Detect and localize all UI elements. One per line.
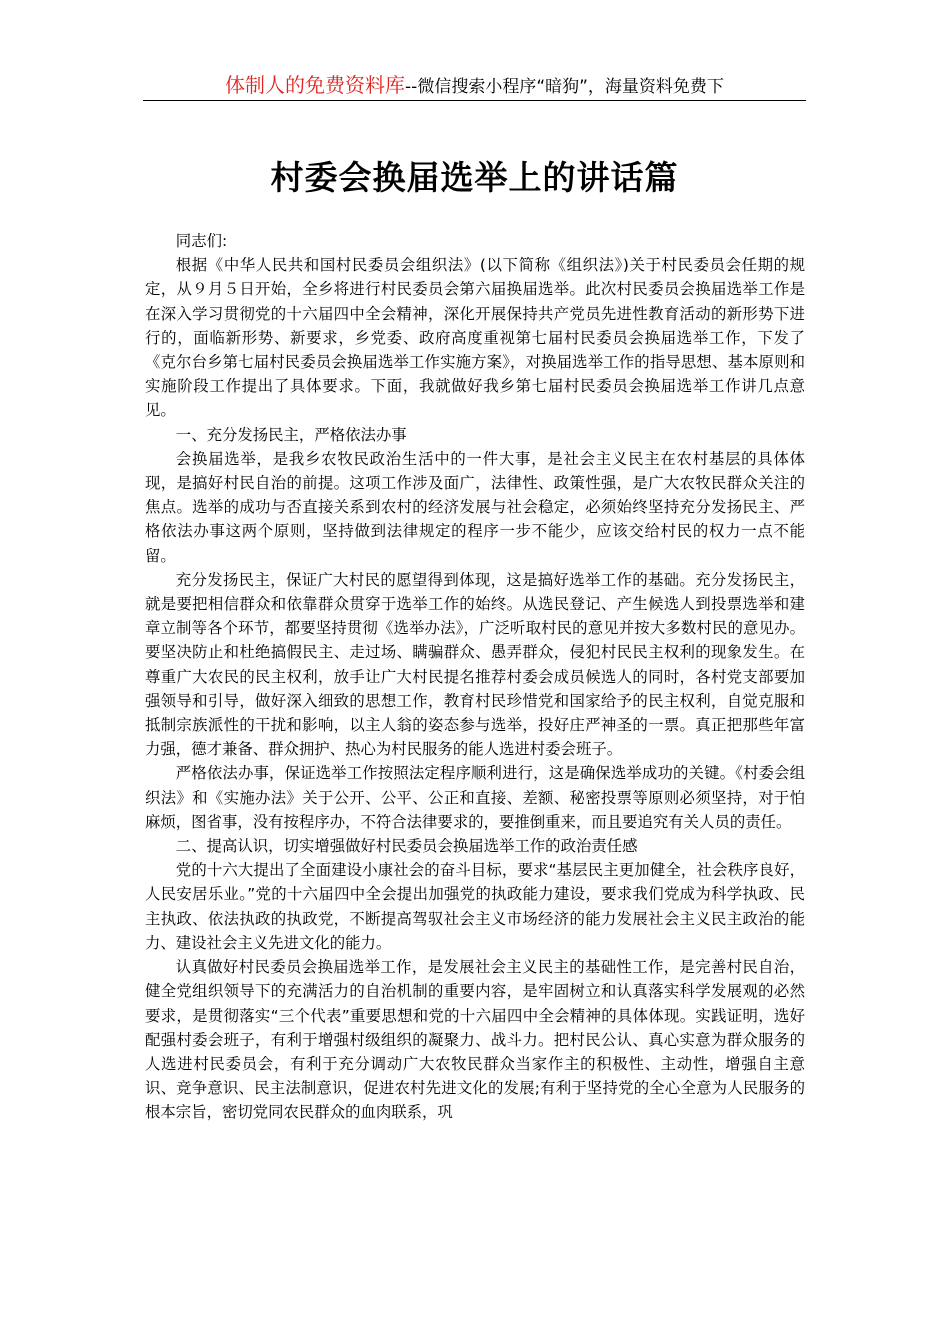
document-title: 村委会换届选举上的讲话篇 [270, 158, 679, 197]
document-body [145, 229, 805, 1125]
paragraph: 认真做好村民委员会换届选举工作，是发展社会主义民主的基础性工作，是完善村民自治，健全党组织领导下的充满活力的自治机制的重要内容，是牢固树立和认真落实科学发展观的必然要求，是贯彻落实“三个代表”重要思想和党的十六届四中全会精神的具体体现。实践证明，选好配强村委会班子，有利于增强村级组织的凝聚力、战斗力。把村民公认、真心实意为群众服务的人选进村民委员会，有利于充分调动广大农牧民群众当家作主的积极性、主动性，增强自主意识、竞争意识、民主法制意识，促进农村先进文化的发展;有利于坚持党的全心全意为人民服务的根本宗旨，密切党同农民群众的血肉联系，巩 [145, 958, 805, 1122]
paragraph: 充分发扬民主，保证广大村民的愿望得到体现，这是搞好选举工作的基础。充分发扬民主，就是要把相信群众和依靠群众贯穿于选举工作的始终。从选民登记、产生候选人到投票选举和建章立制等各个环节，都要坚持贯彻《选举办法》，广泛听取村民的意见并按大多数村民的意见办。要坚决防止和杜绝搞假民主、走过场、瞒骗群众、愚弄群众，侵犯村民民主权利的现象发生。在尊重广大农民的民主权利，放手让广大村民提名推荐村委会成员候选人的同时，各村党支部要加强领导和引导，做好深入细致的思想工作，教育村民珍惜党和国家给予的民主权利，自觉克服和抵制宗族派性的干扰和影响，以主人翁的姿态参与选举，投好庄严神圣的一票。真正把那些年富力强，德才兼备、群众拥护、热心为村民服务的能人选进村委会班子。 [145, 570, 805, 759]
paragraph: 党的十六大提出了全面建设小康社会的奋斗目标，要求“基层民主更加健全，社会秩序良好，人民安居乐业。”党的十六届四中全会提出加强党的执政能力建设，要求我们党成为科学执政、民主执政、依法执政的执政党，不断提高驾驭社会主义市场经济的能力发展社会主义民主政治的能力、建设社会主义先进文化的能力。 [145, 861, 805, 952]
header-brand: 体制人的免费资料库 [225, 73, 406, 97]
section-heading: 二、提高认识，切实增强做好村民委员会换届选举工作的政治责任感 [175, 837, 638, 856]
page-header [143, 70, 806, 101]
header-tagline: --微信搜索小程序“暗狗”，海量资料免费下 [405, 77, 724, 97]
paragraph: 会换届选举，是我乡农牧民政治生活中的一件大事，是社会主义民主在农村基层的具体体现，是搞好村民自治的前提。这项工作涉及面广，法律性、政策性强，是广大农牧民群众关注的焦点。选举的成功与否直接关系到农村的经济发展与社会稳定，必须始终坚持充分发扬民主、严格依法办事这两个原则，坚持做到法律规定的程序一步不能少，应该交给村民的权力一点不能留。 [145, 449, 805, 565]
section-heading: 一、充分发扬民主，严格依法办事 [175, 425, 407, 444]
paragraph: 严格依法办事，保证选举工作按照法定程序顺利进行，这是确保选举成功的关键。《村委会组织法》和《实施办法》关于公开、公平、公正和直接、差额、秘密投票等原则必须坚持，对于怕麻烦，图省事，没有按程序办，不符合法律要求的，要推倒重来，而且要追究有关人员的责任。 [145, 764, 805, 831]
paragraph: 根据《中华人民共和国村民委员会组织法》(以下简称《组织法》)关于村民委员会任期的规定，从９月５日开始，全乡将进行村民委员会第六届换届选举。此次村民委员会换届选举工作是在深入学习贯彻党的十六届四中全会精神，深化开展保持共产党员先进性教育活动的新形势下进行的，面临新形势、新要求，乡党委、政府高度重视第七届村民委员会换届选举工作，下发了《克尔台乡第七届村民委员会换届选举工作实施方案》，对换届选举工作的指导思想、基本原则和实施阶段工作提出了具体要求。下面，我就做好我乡第七届村民委员会换届选举工作讲几点意见。 [145, 256, 805, 420]
salutation: 同志们: [175, 232, 228, 250]
